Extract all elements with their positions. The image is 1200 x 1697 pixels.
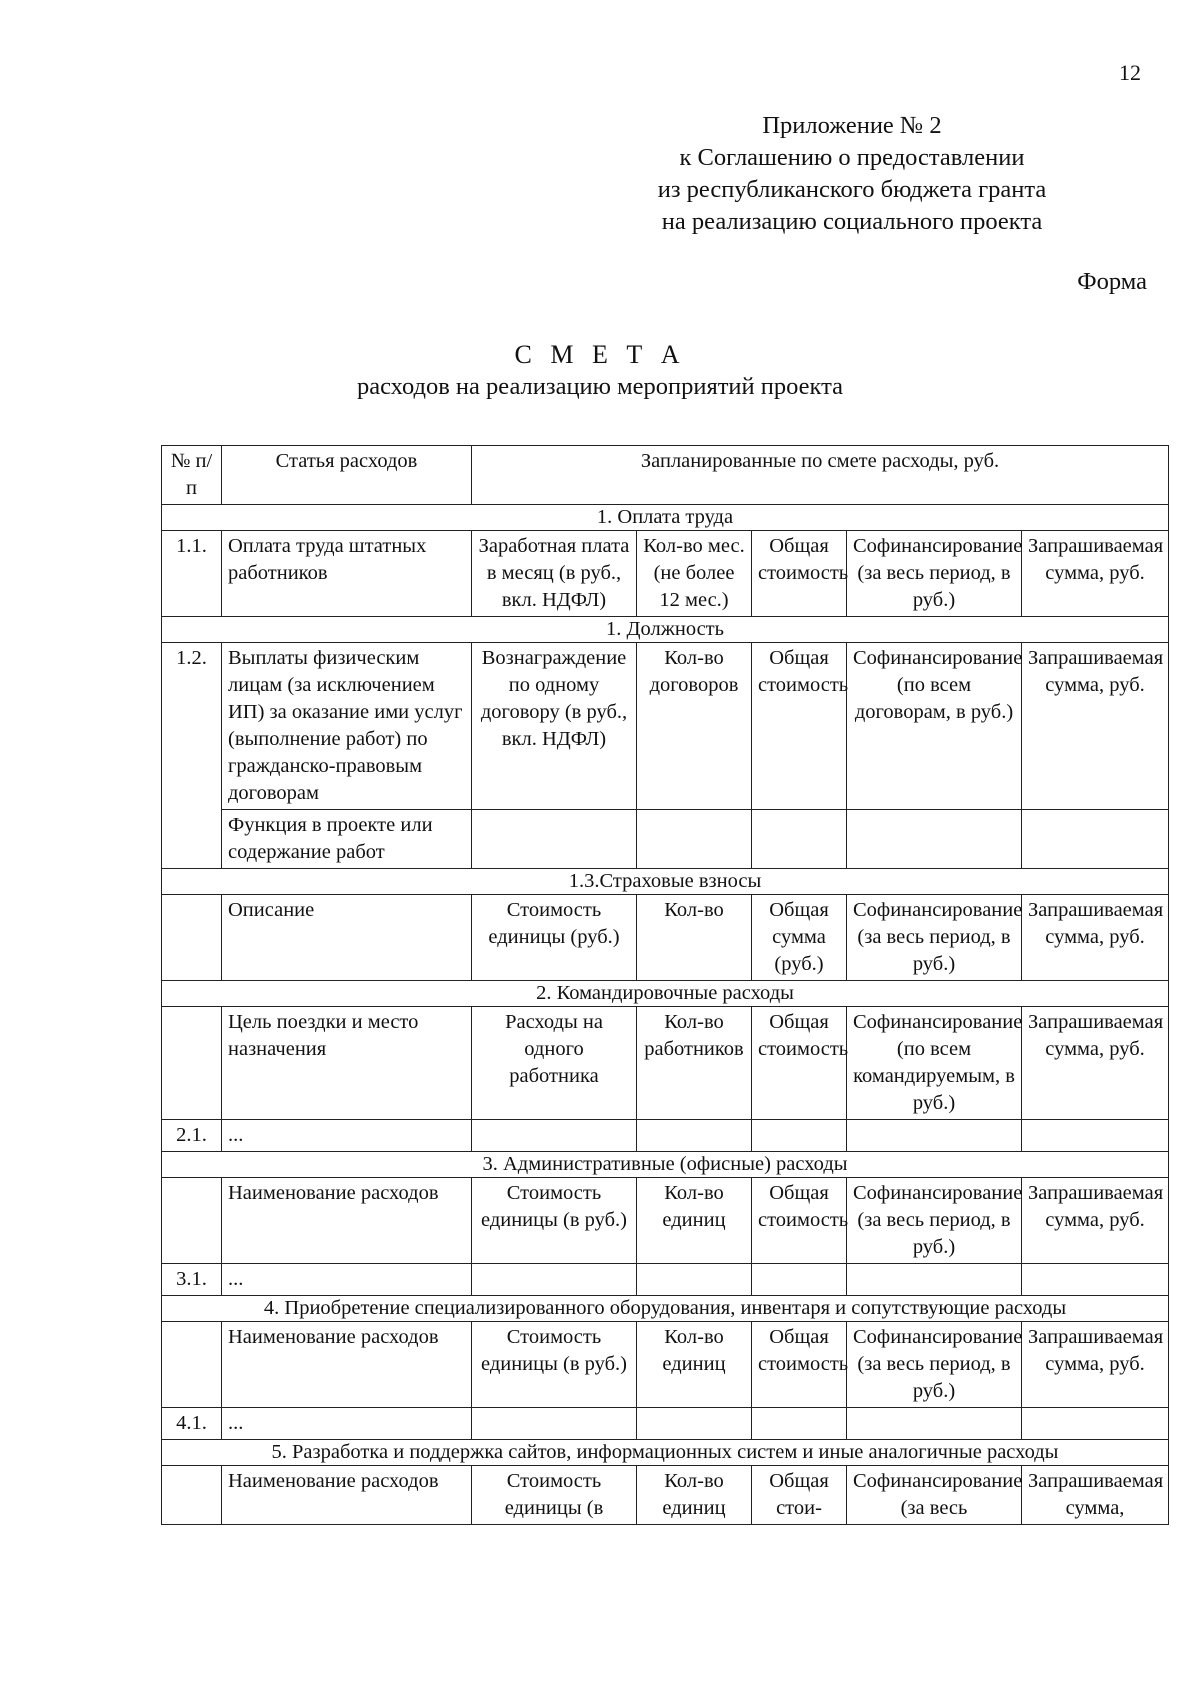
column-header: Кол-во	[637, 895, 752, 981]
column-header: Софинансирование (за весь	[847, 1466, 1022, 1525]
column-header: Софинансирование (за весь период, в руб.)	[847, 531, 1022, 617]
column-header: Запрашиваемая сумма, руб.	[1022, 895, 1169, 981]
empty-cell	[752, 1408, 847, 1440]
row-number: 1.1.	[162, 531, 222, 617]
empty-cell	[472, 810, 637, 869]
appendix-line: к Соглашению о предоставлении	[679, 144, 1025, 171]
empty-cell	[847, 1264, 1022, 1296]
column-header: Общая стоимость	[752, 1007, 847, 1120]
appendix-line: на реализацию социального проекта	[661, 208, 1043, 235]
column-header: Кол-во работников	[637, 1007, 752, 1120]
empty-cell	[162, 895, 222, 981]
empty-cell	[162, 1322, 222, 1408]
table-row	[162, 1178, 1169, 1264]
column-header: Софинансирование (по всем договорам, в руб.)	[847, 643, 1022, 810]
column-header: Софинансирование (за весь период, в руб.)	[847, 1322, 1022, 1408]
table-row	[162, 1408, 1169, 1440]
section-row	[162, 1152, 1169, 1178]
section-title: 3. Административные (офисные) расходы	[162, 1152, 1169, 1178]
row-item: Функция в проекте или содержание работ	[222, 810, 472, 869]
empty-cell	[847, 1120, 1022, 1152]
column-header: Стоимость единицы (в	[472, 1466, 637, 1525]
column-header: Стоимость единицы (руб.)	[472, 895, 637, 981]
row-number: 2.1.	[162, 1120, 222, 1152]
empty-cell	[637, 1120, 752, 1152]
empty-cell	[637, 1264, 752, 1296]
appendix-line: из республиканского бюджета гранта	[657, 176, 1047, 203]
empty-cell	[472, 1264, 637, 1296]
section-title: 1. Оплата труда	[162, 505, 1169, 531]
empty-cell	[1022, 1264, 1169, 1296]
table-row	[162, 1466, 1169, 1525]
empty-cell	[1022, 1120, 1169, 1152]
row-item: Цель поездки и место назначения	[222, 1007, 472, 1120]
table-row	[162, 531, 1169, 617]
column-header: Общая стоимость	[752, 1178, 847, 1264]
empty-cell	[637, 810, 752, 869]
section-row	[162, 505, 1169, 531]
row-number: 1.2.	[162, 643, 222, 869]
table-row	[162, 1120, 1169, 1152]
table-row	[162, 643, 1169, 810]
empty-cell	[1022, 810, 1169, 869]
row-item: Наименование расходов	[222, 1178, 472, 1264]
estimate-table	[161, 445, 1169, 1525]
column-header: Софинансирование (за весь период, в руб.)	[847, 895, 1022, 981]
empty-cell	[472, 1120, 637, 1152]
row-item: Выплаты физическим лицам (за исключением ИП) за оказание ими услуг (выполнение работ) по гражданско-правовым договорам	[222, 643, 472, 810]
row-item: Наименование расходов	[222, 1466, 472, 1525]
empty-cell	[752, 1264, 847, 1296]
header-planned: Запланированные по смете расходы, руб.	[472, 446, 1169, 505]
column-header: Общая стоимость	[752, 1322, 847, 1408]
empty-cell	[162, 1466, 222, 1525]
column-header: Кол-во мес. (не более 12 мес.)	[637, 531, 752, 617]
document-subtitle: расходов на реализацию мероприятий проекта	[356, 373, 844, 400]
row-item: ...	[222, 1120, 472, 1152]
column-header: Общая стоимость	[752, 531, 847, 617]
appendix-line: Приложение № 2	[762, 112, 942, 139]
column-header: Запрашиваемая сумма,	[1022, 1466, 1169, 1525]
section-row	[162, 1440, 1169, 1466]
column-header: Общая сумма (руб.)	[752, 895, 847, 981]
empty-cell	[472, 1408, 637, 1440]
column-header: Запрашиваемая сумма, руб.	[1022, 531, 1169, 617]
header-item: Статья расходов	[222, 446, 472, 505]
row-item: Оплата труда штатных работников	[222, 531, 472, 617]
section-title: 2. Командировочные расходы	[162, 981, 1169, 1007]
empty-cell	[847, 1408, 1022, 1440]
section-title: 1. Должность	[162, 617, 1169, 643]
section-row	[162, 869, 1169, 895]
table-row	[162, 1007, 1169, 1120]
column-header: Софинансирование (по всем командируемым, в руб.)	[847, 1007, 1022, 1120]
row-item: Наименование расходов	[222, 1322, 472, 1408]
row-item: ...	[222, 1264, 472, 1296]
document-title: С М Е Т А	[514, 340, 686, 369]
header-num: № п/п	[162, 446, 222, 505]
empty-cell	[1022, 1408, 1169, 1440]
column-header: Стоимость единицы (в руб.)	[472, 1322, 637, 1408]
table-header-row	[162, 446, 1169, 505]
empty-cell	[162, 1007, 222, 1120]
section-row	[162, 617, 1169, 643]
column-header: Кол-во единиц	[637, 1322, 752, 1408]
section-title: 5. Разработка и поддержка сайтов, информационных систем и иные аналогичные расходы	[162, 1440, 1169, 1466]
column-header: Запрашиваемая сумма, руб.	[1022, 643, 1169, 810]
row-number: 4.1.	[162, 1408, 222, 1440]
empty-cell	[162, 1178, 222, 1264]
row-item: Описание	[222, 895, 472, 981]
section-title: 1.3.Страховые взносы	[162, 869, 1169, 895]
row-item: ...	[222, 1408, 472, 1440]
form-label: Форма	[1077, 268, 1147, 295]
appendix-header	[572, 110, 1132, 238]
column-header: Запрашиваемая сумма, руб.	[1022, 1322, 1169, 1408]
empty-cell	[637, 1408, 752, 1440]
column-header: Расходы на одного работника	[472, 1007, 637, 1120]
section-row	[162, 981, 1169, 1007]
section-title: 4. Приобретение специализированного оборудования, инвентаря и сопутствующие расходы	[162, 1296, 1169, 1322]
column-header: Кол-во единиц	[637, 1178, 752, 1264]
column-header: Кол-во единиц	[637, 1466, 752, 1525]
column-header: Стоимость единицы (в руб.)	[472, 1178, 637, 1264]
section-row	[162, 1296, 1169, 1322]
column-header: Вознаграждение по одному договору (в руб., вкл. НДФЛ)	[472, 643, 637, 810]
column-header: Общая стои-	[752, 1466, 847, 1525]
column-header: Софинансирование (за весь период, в руб.)	[847, 1178, 1022, 1264]
column-header: Запрашиваемая сумма, руб.	[1022, 1178, 1169, 1264]
table-row	[162, 810, 1169, 869]
empty-cell	[752, 1120, 847, 1152]
empty-cell	[847, 810, 1022, 869]
column-header: Запрашиваемая сумма, руб.	[1022, 1007, 1169, 1120]
table-row	[162, 1322, 1169, 1408]
empty-cell	[752, 810, 847, 869]
column-header: Заработная плата в месяц (в руб., вкл. НДФЛ)	[472, 531, 637, 617]
table-row	[162, 1264, 1169, 1296]
column-header: Общая стоимость	[752, 643, 847, 810]
page-number: 12	[1119, 60, 1141, 85]
row-number: 3.1.	[162, 1264, 222, 1296]
table-row	[162, 895, 1169, 981]
column-header: Кол-во договоров	[637, 643, 752, 810]
